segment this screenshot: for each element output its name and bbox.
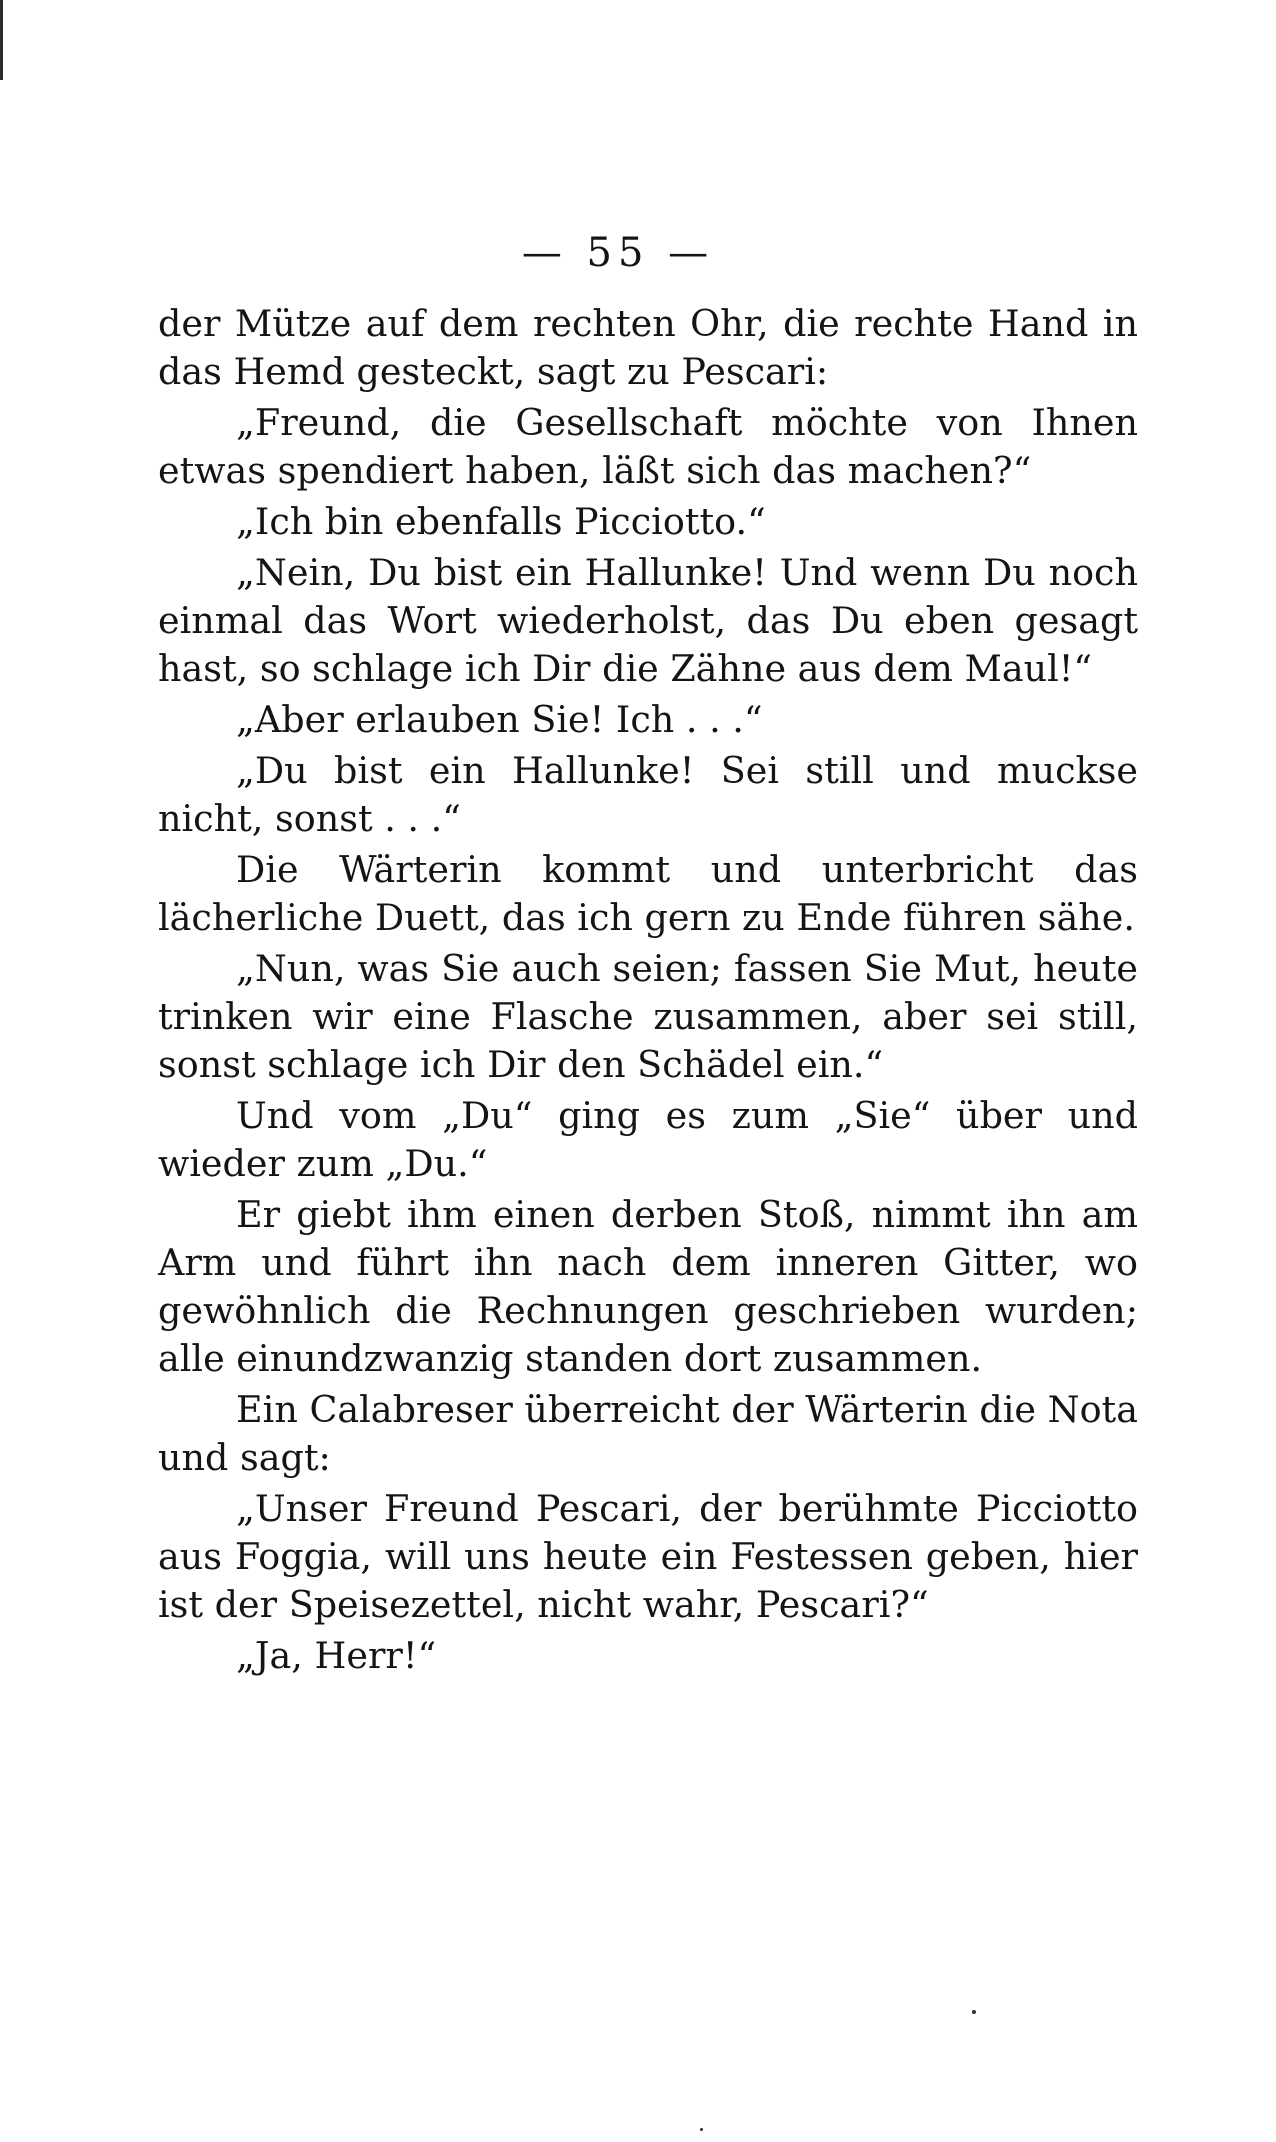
paragraph: „Unser Freund Pescari, der berühmte Picciotto aus Foggia, will uns heute ein Festessen geben, hier ist der Speisezettel, nicht wahr, Pescari?“ <box>158 1487 1138 1626</box>
page-body-text <box>158 300 1138 1680</box>
paragraph: „Nun, was Sie auch seien; fassen Sie Mut, heute trinken wir eine Flasche zusammen, aber sei still, sonst schlage ich Dir den Schädel ein.“ <box>158 947 1138 1086</box>
paragraph: „Du bist ein Hallunke! Sei still und muckse nicht, sonst . . .“ <box>158 749 1138 840</box>
paragraph: der Mütze auf dem rechten Ohr, die rechte Hand in das Hemd gesteckt, sagt zu Pescari: <box>158 302 1138 393</box>
paragraph: Und vom „Du“ ging es zum „Sie“ über und wieder zum „Du.“ <box>158 1094 1138 1185</box>
page-number: — 55 — <box>521 230 715 276</box>
paragraph: Ein Calabreser überreicht der Wärterin die Nota und sagt: <box>158 1388 1138 1479</box>
paragraph: Er giebt ihm einen derben Stoß, nimmt ihn am Arm und führt ihn nach dem inneren Gitter, wo gewöhnlich die Rechnungen geschrieben wurden; alle einundzwanzig standen dort zusammen. <box>158 1193 1138 1380</box>
paragraph: „Freund, die Gesellschaft möchte von Ihnen etwas spendiert haben, läßt sich das machen?“ <box>158 401 1138 492</box>
paragraph: „Ja, Herr!“ <box>236 1634 437 1677</box>
paragraph: „Ich bin ebenfalls Picciotto.“ <box>236 500 766 543</box>
paragraph: Die Wärterin kommt und unterbricht das lächerliche Duett, das ich gern zu Ende führen sähe. <box>158 848 1138 939</box>
paper-speck <box>972 2010 976 2014</box>
paragraph: „Aber erlauben Sie! Ich . . .“ <box>236 698 763 741</box>
paragraph: „Nein, Du bist ein Hallunke! Und wenn Du noch einmal das Wort wiederholst, das Du eben gesagt hast, so schlage ich Dir die Zähne aus dem Maul!“ <box>158 551 1138 690</box>
paper-speck <box>700 2128 703 2131</box>
